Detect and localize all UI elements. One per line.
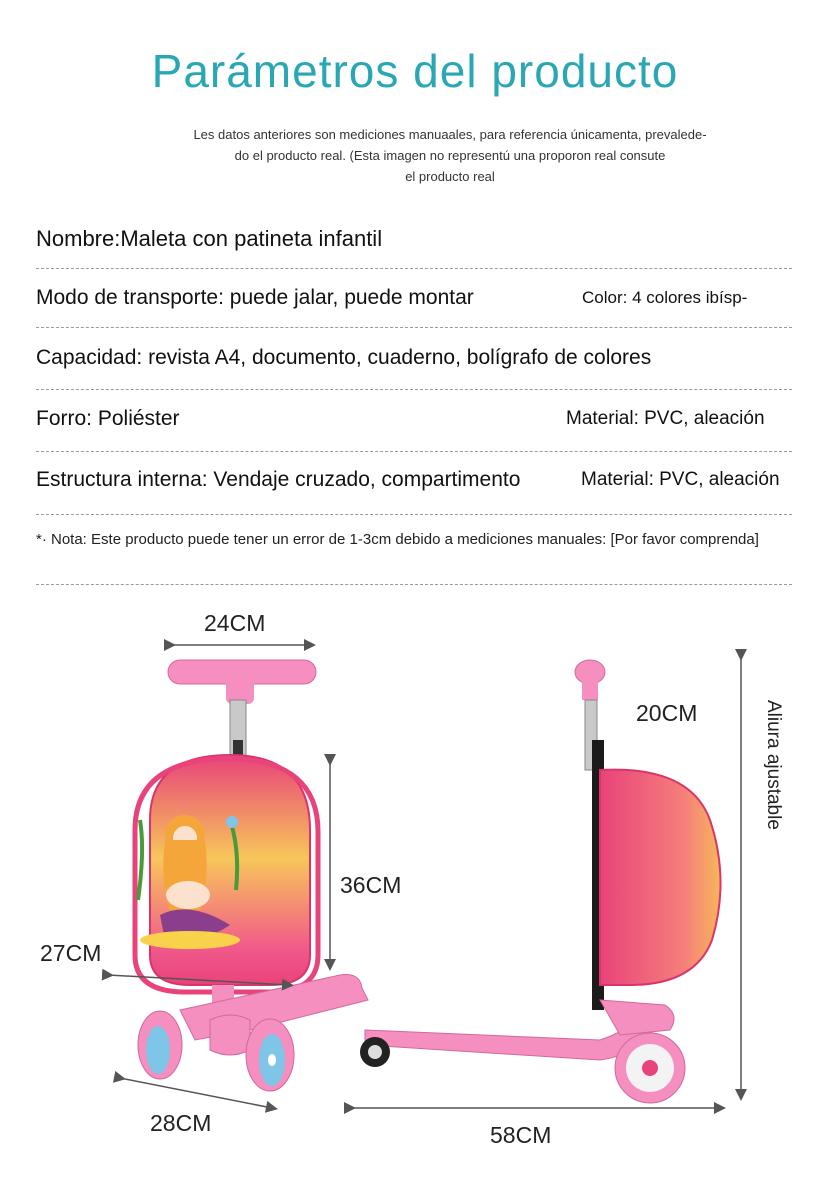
- dim-base-width: 28CM: [150, 1110, 212, 1136]
- dim-case-height: 36CM: [340, 872, 402, 898]
- dim-deck-width: 27CM: [40, 940, 102, 966]
- spec-name: Nombre:Maleta con patineta infantil: [36, 226, 383, 251]
- disclaimer-line: do el producto real. (Esta imagen no representú una proporon real consute: [234, 148, 666, 163]
- disclaimer-line: Les datos anteriores son mediciones manuaales, para referencia únicamenta, prevalede-: [193, 127, 707, 142]
- spec-material: Material: PVC, aleación: [566, 408, 765, 429]
- dim-handle-width: 24CM: [204, 610, 266, 636]
- spec-color: Color: 4 colores ibísp-: [582, 288, 748, 307]
- spec-lining: Forro: Poliéster: [36, 407, 180, 430]
- dim-length: 58CM: [490, 1122, 552, 1148]
- measurement-note: *· Nota: Este producto puede tener un error de 1-3cm debido a mediciones manuales: [Por favor comprenda]: [36, 531, 759, 548]
- disclaimer-line: el producto real: [405, 169, 495, 184]
- dim-adjustable-height: Aliura ajustable: [763, 700, 784, 830]
- spec-transport: Modo de transporte: puede jalar, puede montar: [36, 286, 474, 309]
- spec-capacity: Capacidad: revista A4, documento, cuaderno, bolígrafo de colores: [36, 346, 652, 369]
- dim-handle-depth: 20CM: [636, 700, 698, 726]
- front-scooter: [135, 660, 368, 1091]
- page-title: Parámetros del producto: [151, 45, 679, 97]
- spec-material-2: Material: PVC, aleación: [581, 469, 780, 490]
- spec-structure: Estructura interna: Vendaje cruzado, compartimento: [36, 468, 521, 491]
